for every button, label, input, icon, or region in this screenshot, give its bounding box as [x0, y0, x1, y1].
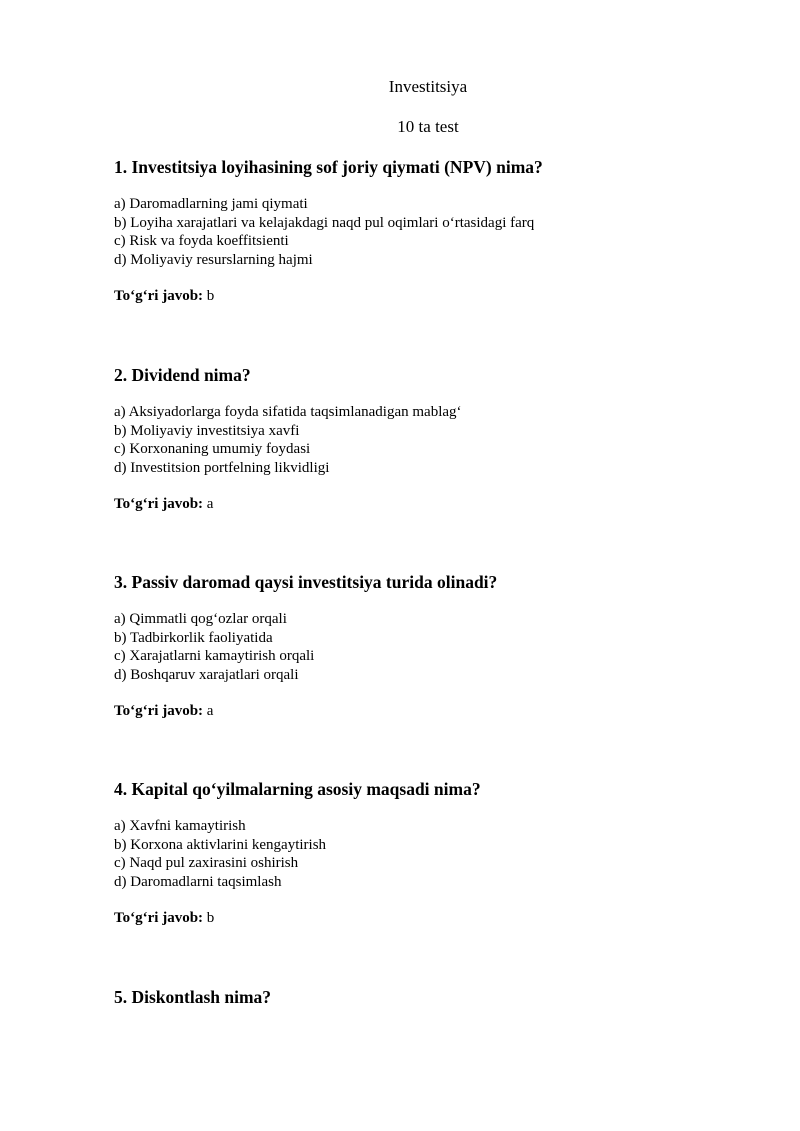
- options-list: [114, 195, 774, 269]
- question-heading: 3. Passiv daromad qaysi investitsiya turida olinadi?: [114, 572, 498, 592]
- option-d: d) Daromadlarni taqsimlash: [114, 873, 282, 890]
- correct-answer: [114, 909, 774, 928]
- correct-answer: [114, 702, 774, 721]
- question-1: [114, 156, 774, 306]
- option-b: b) Tadbirkorlik faoliyatida: [114, 629, 273, 646]
- question-heading: 2. Dividend nima?: [114, 365, 251, 385]
- correct-answer: [114, 287, 774, 306]
- option-b: b) Korxona aktivlarini kengaytirish: [114, 836, 327, 853]
- question-3: [114, 571, 774, 721]
- options-list: [114, 817, 774, 891]
- question-2: [114, 364, 774, 514]
- document-subtitle: 10 ta test: [397, 117, 459, 136]
- option-d: d) Moliyaviy resurslarning hajmi: [114, 251, 313, 268]
- option-c: c) Korxonaning umumiy foydasi: [114, 441, 311, 458]
- option-b: b) Moliyaviy investitsiya xavfi: [114, 422, 300, 439]
- question-4: [114, 778, 774, 928]
- option-c: c) Xarajatlarni kamaytirish orqali: [114, 648, 315, 665]
- options-list: [114, 403, 774, 477]
- answer-value: a: [206, 703, 214, 720]
- option-d: d) Investitsion portfelning likvidligi: [114, 459, 330, 476]
- question-heading: 4. Kapital qoʻyilmalarning asosiy maqsadi nima?: [114, 779, 481, 799]
- correct-answer: [114, 495, 774, 514]
- document-title: Investitsiya: [388, 77, 468, 96]
- option-d: d) Boshqaruv xarajatlari orqali: [114, 666, 299, 683]
- option-b: b) Loyiha xarajatlari va kelajakdagi naqd pul oqimlari oʻrtasidagi farq: [114, 214, 535, 231]
- answer-value: b: [206, 288, 215, 305]
- answer-label: Toʻgʻri javob:: [114, 496, 204, 513]
- options-list: [114, 610, 774, 684]
- option-a: a) Aksiyadorlarga foyda sifatida taqsimlanadigan mablagʻ: [114, 404, 462, 420]
- option-c: c) Naqd pul zaxirasini oshirish: [114, 855, 299, 872]
- question-heading: 1. Investitsiya loyihasining sof joriy qiymati (NPV) nima?: [114, 157, 543, 177]
- question-5: [114, 986, 774, 1008]
- answer-label: Toʻgʻri javob:: [114, 910, 204, 927]
- answer-value: b: [206, 910, 215, 927]
- answer-value: a: [206, 496, 214, 513]
- answer-label: Toʻgʻri javob:: [114, 288, 204, 305]
- option-a: a) Daromadlarning jami qiymati: [114, 196, 308, 212]
- option-c: c) Risk va foyda koeffitsienti: [114, 233, 289, 250]
- question-heading: 5. Diskontlash nima?: [114, 987, 272, 1007]
- option-a: a) Qimmatli qogʻozlar orqali: [114, 611, 287, 627]
- answer-label: Toʻgʻri javob:: [114, 703, 204, 720]
- option-a: a) Xavfni kamaytirish: [114, 818, 246, 834]
